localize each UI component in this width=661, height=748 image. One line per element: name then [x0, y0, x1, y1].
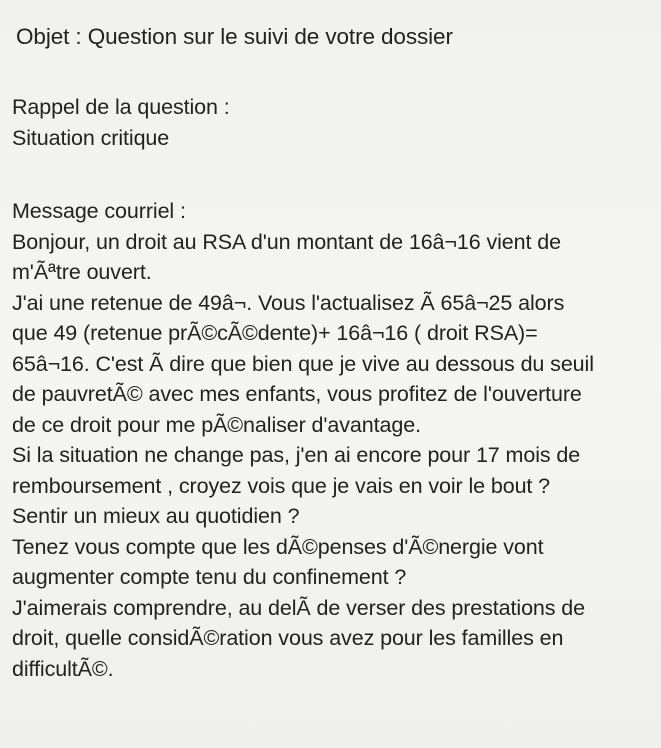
message-line: de ce droit pour me pÃ©naliser d'avantage. — [12, 412, 421, 437]
message-line: Sentir un mieux au quotidien ? — [12, 504, 300, 528]
message-line: que 49 (retenue prÃ©cÃ©dente)+ 16â¬16 ( droit RSA)= — [12, 321, 538, 345]
message-label: Message courriel : — [12, 199, 186, 223]
message-line: Si la situation ne change pas, j'en ai encore pour 17 mois de — [12, 443, 581, 467]
message-line: augmenter compte tenu du confinement ? — [12, 565, 407, 589]
truncated-next-line — [12, 734, 652, 748]
message-line: Tenez vous compte que les dÃ©penses d'Ã©nergie vont — [12, 534, 544, 559]
message-line: J'ai une retenue de 49â¬. Vous l'actualisez Ã 65â¬25 alors — [12, 290, 565, 315]
subject-text: Objet : Question sur le suivi de votre dossier — [16, 24, 453, 49]
message-line: m'Ãªtre ouvert. — [12, 260, 152, 284]
recall-label: Rappel de la question : — [12, 95, 230, 119]
recall-value: Situation critique — [12, 125, 170, 150]
message-line: de pauvretÃ© avec mes enfants, vous profitez de l'ouverture — [12, 382, 582, 406]
message-line: J'aimerais comprendre, au delÃ de verser des prestations de — [12, 595, 586, 620]
message-line: remboursement , croyez vois que je vais en voir le bout ? — [12, 473, 551, 498]
message-section — [12, 196, 594, 684]
message-line: Bonjour, un droit au RSA d'un montant de 16â¬16 vient de — [12, 229, 561, 254]
subject-line — [16, 22, 453, 53]
message-line: droit, quelle considÃ©ration vous avez pour les familles en — [12, 626, 564, 650]
question-recall-section — [12, 92, 230, 153]
message-line: 65â¬16. C'est Ã dire que bien que je vive au dessous du seuil — [12, 351, 594, 376]
message-line: difficultÃ©. — [12, 656, 114, 681]
